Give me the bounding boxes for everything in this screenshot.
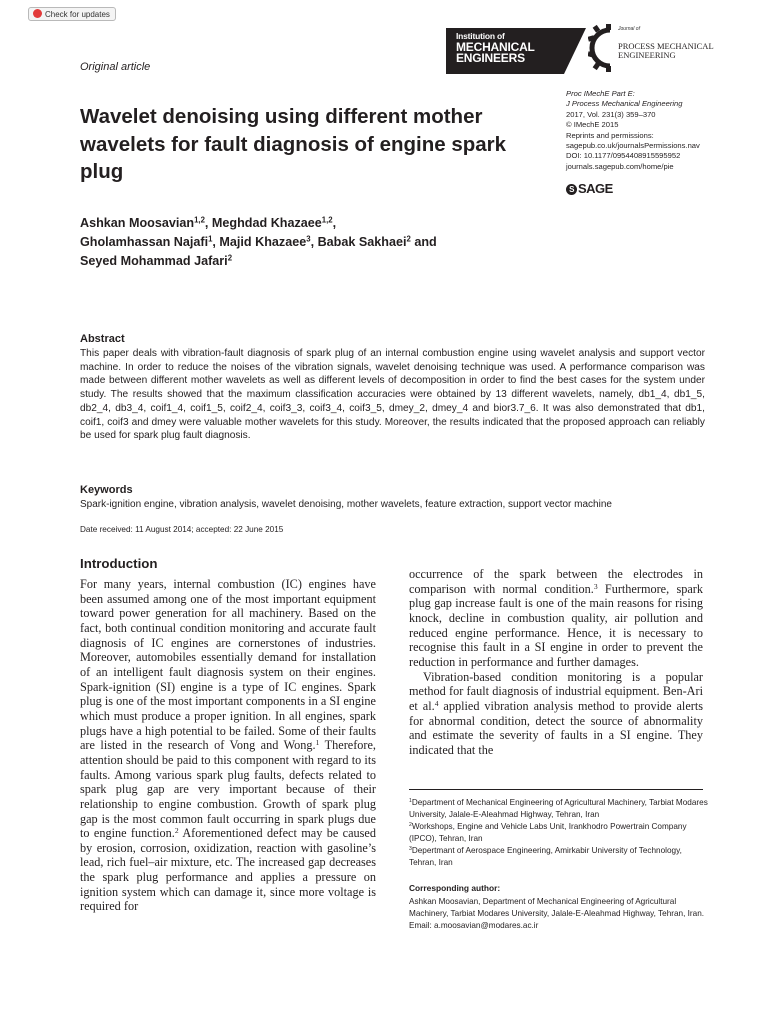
author-list: Ashkan Moosavian$^{1,2}$, Meghdad Khazaee$^{1,2}$, Gholamhassan Najafi$^1$, Majid Khazaee$^3$, Babak Sakhaei$^2$ and Seyed Mohammad Jafari$^2$ [80,215,437,268]
sage-logo-text: SAGE [578,181,613,196]
imeche-logo-line1: Institution of [456,31,505,41]
meta-volume: 2017, Vol. 231(3) 359–370 [566,109,656,119]
citation-marker[interactable]: 3 [593,581,598,591]
journal-logo-line1: PROCESS MECHANICAL [618,41,714,51]
check-for-updates-label: Check for updates [45,10,110,19]
introduction-heading: Introduction [80,556,158,571]
affiliations [409,797,709,868]
meta-journal-name: J Process Mechanical Engineering [566,99,683,109]
gear-icon [588,22,618,74]
corresponding-author-address: Ashkan Moosavian, Department of Mechanical Engineering of Agricultural Machinery, Tarbiat Modares University, Jalale-E-Aleahmad Highway, Tehran, Iran. [409,897,705,918]
imeche-logo [446,28,586,74]
citation-marker[interactable]: 2 [174,825,179,835]
affiliation-item: $^2$Workshops, Engine and Vehicle Labs Unit, Irankhodro Powertrain Company (IPCO), Tehran, Iran [409,821,687,843]
author-affiliation-marker: 3 [306,234,311,244]
author-name: Ashkan Moosavian [80,216,195,230]
body-column-right [409,567,703,758]
author-name: Babak Sakhaei [317,235,407,249]
update-icon [33,9,42,18]
meta-journal-url[interactable]: journals.sagepub.com/home/pie [566,161,674,171]
intro-paragraph-2: Vibration-based condition monitoring is a popular method for fault diagnosis of industrial equipment. Ben-Ari et al.$^4$ applied vibration analysis method to provide alerts for abnormal condition, detect the source of abnormality and estimate the severity of faults in a SI engine. They indicated that the [409,669,704,757]
date-received: Date received: 11 August 2014; accepted: 22 June 2015 [80,525,284,534]
journal-logo-small: Journal of [618,26,640,32]
imeche-logo-line3: ENGINEERS [456,51,525,65]
affiliation-marker: 3 [409,845,412,852]
author-affiliation-marker: 2 [227,253,233,263]
author-affiliation-marker: 1 [208,234,213,244]
abstract-text: This paper deals with vibration-fault diagnosis of spark plug of an internal combustion engine using wavelet analysis and support vector machine. In order to reduce the noises of the vibration signals, wavelet denoising technique was used. A performance comparison was made between different mother wavelets as well as different levels of decomposition in order to find the best cases for the system under study. The results showed that the maximum classification accuracies were obtained by 13 different wavelets, namely, db1_4, db1_5, db2_4, db3_4, coif1_4, coif1_5, coif2_4, coif3_3, coif3_4, coif3_5, dmey_2, dmey_4 and bior3.7_6. It was also demonstrated that db1, coif1, coif3 and dmey were valuable mother wavelets for this study. Moreover, the results indicated that the proposed approach can reliably be used for spark plug fault diagnosis. [80,348,705,442]
meta-permissions-link[interactable]: sagepub.co.uk/journalsPermissions.nav [566,141,700,151]
author-name: Meghdad Khazaee [211,216,322,230]
affiliation-item: $^1$Department of Mechanical Engineering of Agricultural Machinery, Tarbiat Modares University, Jalale-E-Aleahmad Highway, Tehran, Iran [409,798,708,819]
journal-logo [588,22,718,74]
intro-paragraph-1-continued: occurrence of the spark between the electrodes in comparison with normal condition.$^3$ Furthermore, spark plug gap increase fault is one of the main reasons for rising knock, decline in combustion quality, air pollution and reduced engine performance. Hence, it is necessary to recognise this fault in a SI engine in order to prevent the reduction in performance and further damages. [409,567,703,669]
imeche-logo-line2: MECHANICAL [456,40,535,54]
author-affiliation-marker: 1,2 [194,215,205,225]
meta-doi[interactable]: DOI: 10.1177/0954408915595952 [566,151,681,161]
meta-copyright: © IMechE 2015 [566,120,619,130]
meta-journal-part: Proc IMechE Part E: [566,89,635,98]
author-name: Seyed Mohammad Jafari [80,254,228,268]
intro-paragraph-1: For many years, internal combustion (IC) engines have been assumed among one of the most important equipment toward power generation for all machinery. Based on the fact, both continual condition monitoring and accurate fault diagnosis of IC engines are cornerstones of industries. Moreover, automobiles essentially demand for installation of an intelligent fault diagnosis system on their engines. Spark-ignition (SI) engine is a type of IC engines. Spark plug is one of the most important components in a SI engine which must produce a proper ignition. In all engines, spark plugs have a high potential to be failed. Some of their faults are listed in the research of Vong and Wong.$^1$ Therefore, attention should be paid to this component with regard to its faults. Among various spark plug faults, defects related to spark plug gap are very important because of their relationship to engine combustion. Growth of spark plug gap is the most common fault occurring in spark plugs due to engine function.$^2$ Aforementioned defect may be caused by erosion, corrosion, oxidization, reaction with gasoline’s lead, rich fuel–air mixture, etc. The increased gap decreases the spark plug performance and applies a pressure on ignition system which can damage it, since more voltage is required for [80,577,376,914]
affiliation-marker: 1 [409,798,412,805]
affiliation-item: $^3$Depertmant of Aerospace Engineering, Amirkabir University of Technology, Tehran, Iran [409,845,682,867]
author-name: Majid Khazaee [219,235,307,249]
keywords-heading: Keywords [80,484,133,496]
corresponding-author-heading: Corresponding author: [409,883,501,893]
article-title: Wavelet denoising using different mother wavelets for fault diagnosis of engine spark plug [80,105,507,183]
body-column-left [80,577,376,914]
abstract-heading: Abstract [80,333,125,345]
citation-marker[interactable]: 1 [315,738,320,748]
corresponding-author [409,896,709,932]
author-affiliation-marker: 1,2 [321,215,333,225]
check-for-updates-badge[interactable] [28,7,116,21]
meta-reprints-label: Reprints and permissions: [566,130,654,140]
article-metadata [566,89,746,172]
author-affiliation-marker: 2 [406,234,411,244]
keywords-text: Spark-ignition engine, vibration analysis, wavelet denoising, mother wavelets, feature extraction, support vector machine [80,499,612,510]
sage-logo [566,181,613,196]
author-name: Gholamhassan Najafi [80,235,209,249]
corresponding-author-email[interactable]: Email: a.moosavian@modares.ac.ir [409,920,539,930]
article-type: Original article [80,61,151,73]
journal-logo-line2: ENGINEERING [618,50,676,60]
footnote-divider [409,789,703,790]
affiliation-marker: 2 [409,822,412,829]
sage-circle-icon: S [566,184,577,195]
citation-marker[interactable]: 4 [434,698,439,708]
